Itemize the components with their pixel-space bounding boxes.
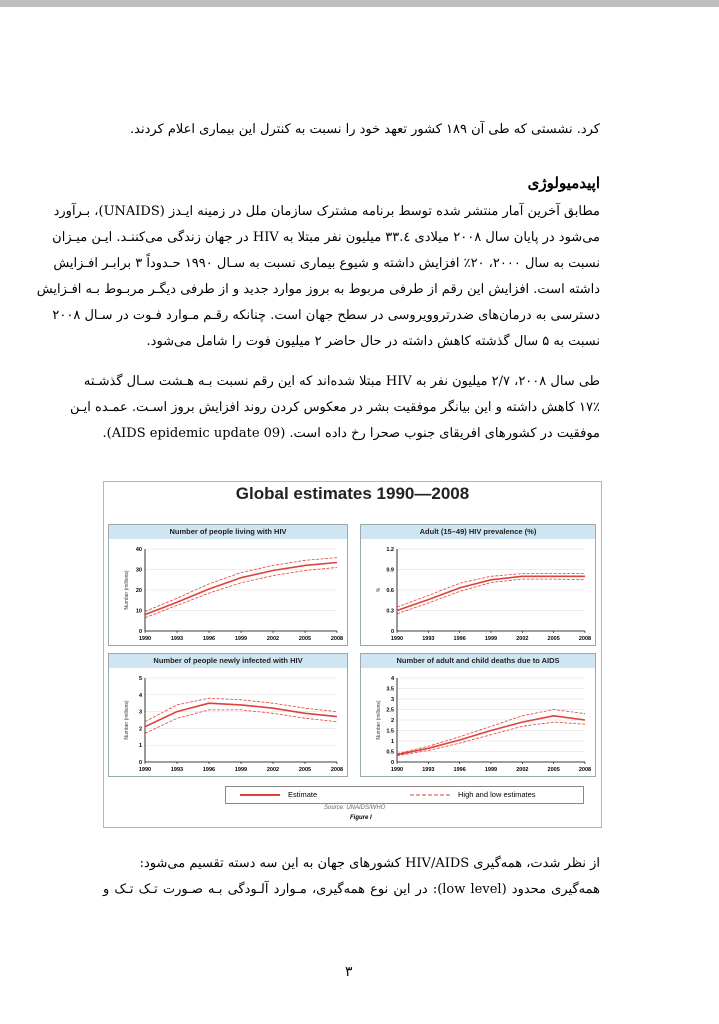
chart-new-infections-svg — [109, 654, 347, 776]
y-tick-label: 2.5 — [386, 707, 394, 714]
y-axis-label: Number (millions) — [376, 700, 382, 740]
x-tick-label: 1990 — [390, 767, 404, 773]
chart-title: Number of people living with HIV — [109, 525, 347, 539]
p1-line: مطابق آخرین آمار منتشر شده توسط برنامه مشترک سازمان ملل در زمینه ایـدز (UNAIDS)، بـرآورد — [53, 204, 600, 219]
y-axis-label: Number (millions) — [124, 700, 130, 740]
x-tick-label: 2008 — [578, 636, 592, 642]
x-tick-label: 1990 — [138, 767, 152, 773]
paragraph-1 — [36, 199, 600, 355]
x-tick-label: 1993 — [422, 767, 435, 773]
x-tick-label: 2008 — [578, 767, 592, 773]
p3-line: از نظر شدت، همه‌گیری HIV/AIDS کشورهای جهان به این سه دسته تقسیم می‌شود: — [139, 856, 600, 871]
range-line — [397, 579, 585, 614]
y-tick-label: 3 — [138, 709, 142, 716]
estimate-line — [145, 563, 337, 615]
p1-line: دسترسی به درمان‌های ضدرتروویروسی در سطح جهان است. چنانکه رقـم مـوارد فـوت در سـال ۲۰۰۸ — [52, 308, 600, 323]
p2-line: موفقیت در کشورهای افریقای جنوب صحرا رخ داده است. (AIDS epidemic update 09). — [102, 426, 600, 441]
x-tick-label: 2008 — [330, 767, 344, 773]
x-tick-label: 1996 — [202, 767, 216, 773]
legend-estimate-swatch — [240, 790, 280, 800]
chart-panel-living — [108, 524, 348, 646]
y-tick-label: 40 — [135, 547, 142, 553]
page-number: ۳ — [345, 964, 353, 980]
y-tick-label: 4 — [390, 676, 394, 682]
y-tick-label: 2 — [138, 726, 142, 733]
chart-title: Number of adult and child deaths due to AIDS — [361, 654, 595, 668]
chart-deaths-svg — [361, 654, 595, 776]
range-line — [145, 567, 337, 617]
y-tick-label: 0 — [138, 760, 142, 766]
y-tick-label: 1.5 — [386, 728, 394, 735]
p4-line: همه‌گیری محدود (low level): در این نوع همه‌گیری، مـوارد آلـودگی بـه صـورت تـک تـک و — [103, 882, 600, 897]
x-tick-label: 1999 — [234, 636, 248, 642]
x-tick-label: 2002 — [266, 636, 280, 642]
y-tick-label: 0 — [390, 760, 394, 766]
y-tick-label: 4 — [138, 692, 142, 699]
y-tick-label: 1 — [390, 739, 394, 745]
y-tick-label: 30 — [135, 567, 142, 574]
x-tick-label: 2005 — [547, 767, 560, 773]
y-tick-label: 0.9 — [386, 567, 394, 574]
chart-panel-deaths — [360, 653, 596, 777]
y-tick-label: 10 — [135, 608, 142, 615]
figure-source: Source: UNAIDS/WHO — [324, 805, 386, 811]
chart-title: Number of people newly infected with HIV — [109, 654, 347, 668]
chart-title: Adult (15–49) HIV prevalence (%) — [361, 525, 595, 539]
x-tick-label: 1996 — [453, 767, 466, 773]
p1-line: نسبت به ۵ سال گذشته کاهش داشته در حال حاضر ۲ میلیون فوت را شامل می‌شود. — [146, 334, 600, 349]
y-tick-label: 0 — [138, 629, 142, 635]
x-tick-label: 1993 — [170, 767, 184, 773]
x-tick-label: 1993 — [422, 636, 435, 642]
p2-line: ۱۷٪ کاهش داشته و این بیانگر موفقیت بشر در معکوس کردن روند افزایش بروز اسـت. عمـده ایـن — [69, 400, 600, 415]
y-tick-label: 20 — [135, 588, 142, 594]
x-tick-label: 2002 — [516, 636, 529, 642]
x-tick-label: 1999 — [484, 636, 498, 642]
x-tick-label: 1990 — [138, 636, 152, 642]
legend-range-swatch — [410, 790, 450, 800]
p2-line: طی سال ۲۰۰۸، ۲/۷ میلیون نفر به HIV مبتلا شده‌اند که این رقم نسبت بـه هـشت سـال گذشـته — [83, 374, 600, 389]
y-tick-label: 1 — [138, 743, 142, 750]
x-tick-label: 1990 — [390, 636, 404, 642]
chart-prevalence-svg — [361, 525, 595, 645]
global-estimates-figure — [103, 481, 602, 828]
section-heading: اپیدمیولوژی — [527, 174, 600, 192]
x-tick-label: 1999 — [234, 767, 248, 773]
x-tick-label: 1993 — [170, 636, 184, 642]
p1-line: می‌شود در پایان سال ۲۰۰۸ میلادی ۳۳.٤ میلیون نفر مبتلا به HIV در جهان زندگی می‌کننـد. ایـن میـزان — [52, 230, 600, 245]
chart-living-svg — [109, 525, 347, 645]
x-tick-label: 2002 — [516, 767, 529, 773]
x-tick-label: 1999 — [484, 767, 498, 773]
y-tick-label: 0.6 — [386, 588, 394, 594]
p1-line: نسبت به سال ۲۰۰۰، ۲۰٪ افزایش داشته و شیوع بیماری نسبت به سـال ۱۹۹۰ حـدوداً ۳ برابـر افـزایش — [53, 256, 600, 271]
x-tick-label: 2005 — [298, 767, 312, 773]
paragraph-4 — [103, 877, 600, 903]
figure-label: Figure I — [350, 815, 372, 821]
range-line — [397, 574, 585, 608]
y-tick-label: 0.3 — [386, 608, 394, 615]
x-tick-label: 2008 — [330, 636, 344, 642]
y-tick-label: 5 — [138, 676, 142, 682]
chart-panel-prevalence — [360, 524, 596, 646]
p1-line: داشته است. افزایش این رقم از طرفی مربوط به بروز موارد جدید و از طرفی دیگـر مربـوط بـه افـزایش — [36, 282, 600, 297]
range-line — [397, 722, 585, 756]
figure-title: Global estimates 1990—2008 — [235, 484, 470, 503]
y-tick-label: 0.5 — [386, 749, 394, 756]
legend-estimate-label: Estimate — [288, 790, 318, 799]
y-axis-label: Number (millions) — [124, 570, 130, 610]
x-tick-label: 2005 — [547, 636, 560, 642]
x-tick-label: 1996 — [453, 636, 466, 642]
intro-line: کرد. نشستی که طی آن ۱۸۹ کشور تعهد خود را نسبت به کنترل این بیماری اعلام کردند. — [130, 122, 600, 137]
y-tick-label: 0 — [390, 629, 394, 635]
viewer-top-bar — [0, 0, 719, 7]
estimate-line — [397, 716, 585, 755]
chart-panel-new-infections — [108, 653, 348, 777]
y-tick-label: 1.2 — [386, 547, 394, 553]
paragraph-3 — [139, 851, 600, 877]
x-tick-label: 2002 — [266, 767, 280, 773]
x-tick-label: 1996 — [202, 636, 216, 642]
chart-legend — [225, 786, 584, 804]
y-axis-label: % — [376, 587, 382, 593]
y-tick-label: 2 — [390, 718, 394, 724]
paragraph-2 — [69, 369, 600, 447]
y-tick-label: 3 — [390, 697, 394, 703]
x-tick-label: 2005 — [298, 636, 312, 642]
intro-paragraph — [130, 117, 600, 143]
legend-range-label: High and low estimates — [458, 790, 536, 799]
estimate-line — [397, 576, 585, 610]
y-tick-label: 3.5 — [386, 686, 394, 693]
